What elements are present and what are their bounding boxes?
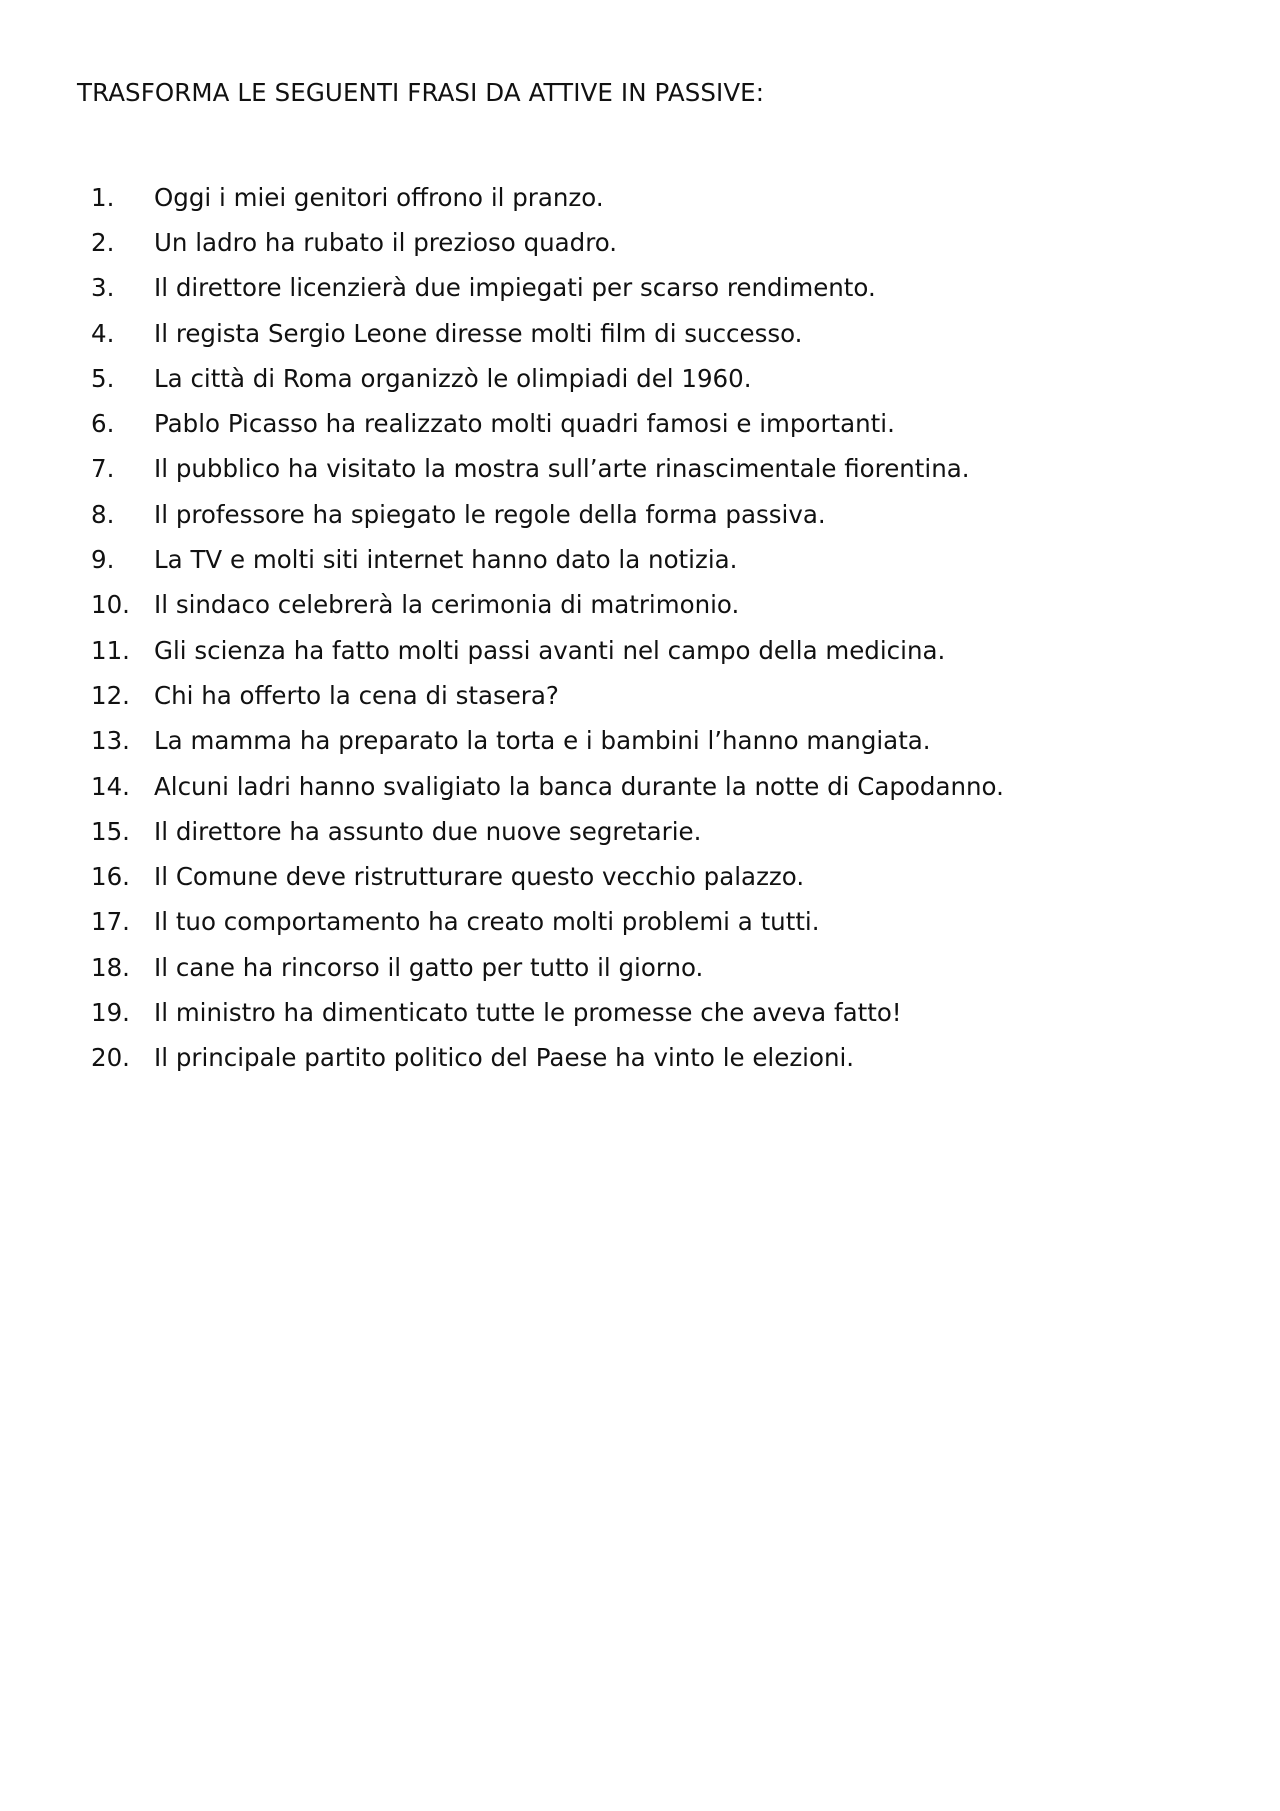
item-text: Il ministro ha dimenticato tutte le promesse che aveva fatto! [154, 997, 902, 1027]
list-item [91, 537, 1004, 582]
item-text: Il direttore licenzierà due impiegati per scarso rendimento. [154, 273, 876, 303]
item-text: Il direttore ha assunto due nuove segretarie. [154, 816, 702, 846]
item-text: Gli scienza ha fatto molti passi avanti nel campo della medicina. [154, 635, 946, 665]
item-number: 20. [91, 1043, 130, 1073]
item-number: 17. [91, 907, 130, 937]
list-item [91, 719, 1004, 764]
list-item [91, 673, 1004, 718]
item-text: La TV e molti siti internet hanno dato la notizia. [154, 545, 738, 575]
item-number: 4. [91, 318, 115, 348]
list-item [91, 492, 1004, 537]
item-text: La città di Roma organizzò le olimpiadi del 1960. [154, 363, 752, 393]
item-number: 15. [91, 816, 130, 846]
page-title: TRASFORMA LE SEGUENTI FRASI DA ATTIVE IN PASSIVE: [77, 78, 765, 107]
item-text: Il professore ha spiegato le regole della forma passiva. [154, 499, 826, 529]
list-item [91, 266, 1004, 311]
item-text: Il regista Sergio Leone diresse molti film di successo. [154, 318, 803, 348]
item-number: 3. [91, 273, 115, 303]
item-number: 19. [91, 997, 130, 1027]
item-number: 9. [91, 545, 115, 575]
item-text: Il sindaco celebrerà la cerimonia di matrimonio. [154, 590, 740, 620]
list-item [91, 854, 1004, 899]
exercise-list [91, 175, 1004, 1081]
item-text: La mamma ha preparato la torta e i bambini l’hanno mangiata. [154, 726, 931, 756]
item-number: 5. [91, 363, 115, 393]
list-item [91, 628, 1004, 673]
list-item [91, 900, 1004, 945]
list-item [91, 764, 1004, 809]
item-number: 1. [91, 182, 115, 212]
list-item [91, 401, 1004, 446]
list-item [91, 311, 1004, 356]
item-number: 12. [91, 680, 130, 710]
list-item [91, 356, 1004, 401]
list-item [91, 583, 1004, 628]
item-number: 18. [91, 952, 130, 982]
item-text: Pablo Picasso ha realizzato molti quadri famosi e importanti. [154, 409, 895, 439]
item-number: 7. [91, 454, 115, 484]
item-text: Il pubblico ha visitato la mostra sull’arte rinascimentale fiorentina. [154, 454, 970, 484]
list-item [91, 990, 1004, 1035]
item-number: 10. [91, 590, 130, 620]
item-text: Chi ha offerto la cena di stasera? [154, 680, 559, 710]
item-number: 6. [91, 409, 115, 439]
list-item [91, 945, 1004, 990]
item-number: 8. [91, 499, 115, 529]
list-item [91, 220, 1004, 265]
list-item [91, 1036, 1004, 1081]
item-number: 2. [91, 227, 115, 257]
item-text: Il principale partito politico del Paese ha vinto le elezioni. [154, 1043, 855, 1073]
list-item [91, 809, 1004, 854]
item-number: 11. [91, 635, 130, 665]
list-item [91, 175, 1004, 220]
item-text: Un ladro ha rubato il prezioso quadro. [154, 227, 618, 257]
item-text: Il tuo comportamento ha creato molti problemi a tutti. [154, 907, 820, 937]
item-text: Il Comune deve ristrutturare questo vecchio palazzo. [154, 862, 805, 892]
item-number: 14. [91, 771, 130, 801]
item-text: Il cane ha rincorso il gatto per tutto il giorno. [154, 952, 704, 982]
item-text: Alcuni ladri hanno svaligiato la banca durante la notte di Capodanno. [154, 771, 1004, 801]
item-text: Oggi i miei genitori offrono il pranzo. [154, 182, 604, 212]
item-number: 13. [91, 726, 130, 756]
item-number: 16. [91, 862, 130, 892]
list-item [91, 447, 1004, 492]
